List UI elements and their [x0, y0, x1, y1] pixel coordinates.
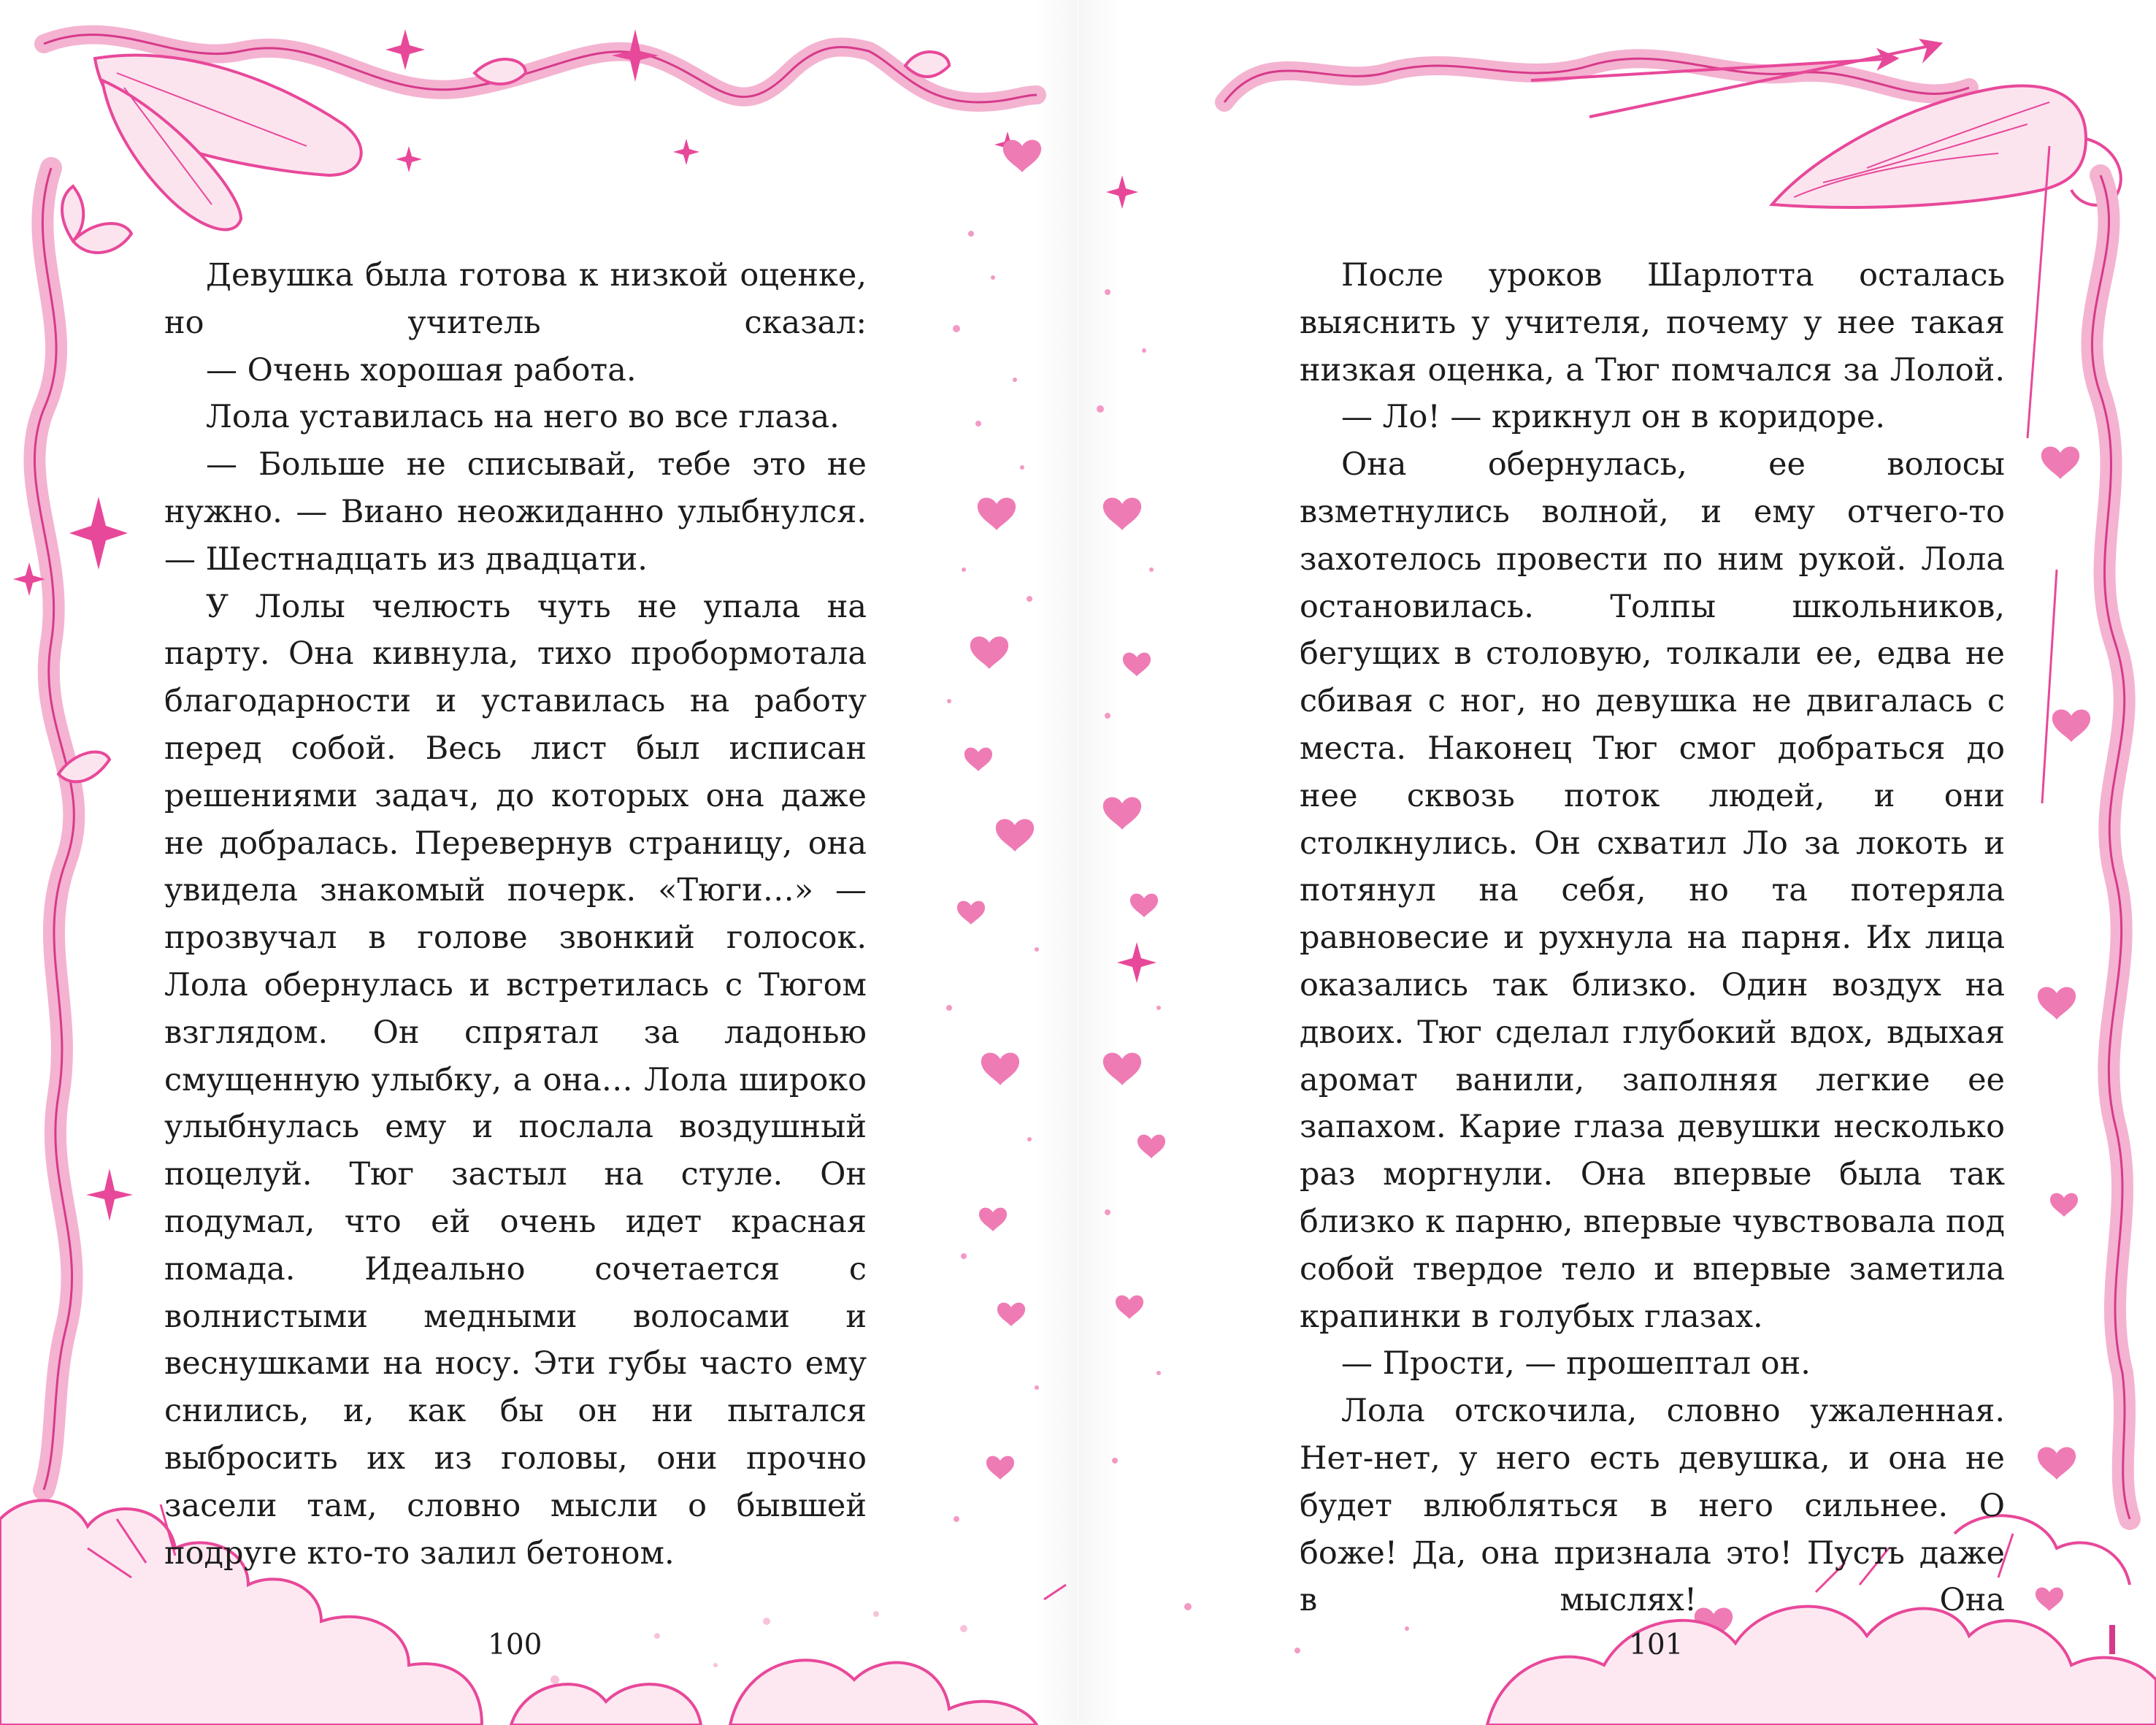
left-page-text — [164, 252, 867, 1577]
paragraph: — Больше не списывай, тебе это не нужно. — Виано неожиданно улыбнулся. — Шестнадцать из двадцати. — [164, 446, 867, 578]
bookmark-mark — [2109, 1625, 2115, 1654]
paragraph: У Лолы челюсть чуть не упала на парту. Она кивнула, тихо пробормотала благодарности и уставилась на работу перед собой. Весь лист был исписан решениями задач, до которых она даже не добралась. Перевернув страницу, она увидела знакомый почерк. «Тюги…» — прозвучал в голове звонкий голосок. Лола обернулась и встретилась с Тюгом взглядом. Он спрятал за ладонью смущенную улыбку, а она… Лола широко улыбнулась ему и послала воздушный поцелуй. Тюг застыл на стуле. Он подумал, что ей очень идет красная помада. Идеально сочетается с волнистыми медными волосами и веснушками на носу. Эти губы часто ему снились, и, как бы он ни пытался выбросить их из головы, они прочно засели там, словно мысли о бывшей подруге кто-то залил бетоном. — [164, 588, 867, 1572]
paragraph: Девушка была готова к низкой оценке, но учитель сказал: — [164, 257, 867, 341]
paragraph: Она обернулась, ее волосы взметнулись волной, и ему отчего-то захотелось провести по ним рукой. Лола остановилась. Толпы школьников, бегущих в столовую, толкали ее, едва не сбивая с ног, но девушка не двигалась с места. Наконец Тюг смог добраться до нее сквозь поток людей, и они столкнулись. Он схватил Ло за локоть и потянул на себя, но та потеряла равновесие и рухнула на парня. Их лица оказались так близко. Один воздух на двоих. Тюг сделал глубокий вдох, вдыхая аромат ванили, заполняя легкие ее запахом. Карие глаза девушки несколько раз моргнули. Она впервые была так близко к парню, впервые чувствовала под собой твердое тело и впервые заметила крапинки в голубых глазах. — [1300, 446, 2005, 1335]
heart-icons — [957, 139, 1041, 1480]
paragraph: Лола уставилась на него во все глаза. — [206, 399, 840, 436]
right-page-text — [1300, 252, 2005, 1624]
page-number: 101 — [1629, 1629, 1684, 1661]
right-page — [1078, 0, 2156, 1725]
paragraph: Лола отскочила, словно ужаленная. Нет-нет, у него есть девушка, и она не будет влюбляться в него сильнее. О боже! Да, она признала это! Пусть даже в мыслях! Она — [1300, 1393, 2005, 1619]
angel-wing-icon — [1772, 86, 2121, 207]
page-number: 100 — [488, 1629, 542, 1661]
paragraph: — Очень хорошая работа. — [206, 351, 637, 389]
fairy-wing-icon — [95, 56, 361, 230]
paragraph: После уроков Шарлотта осталась выяснить у учителя, почему у нее такая низкая оценка, а Тюг помчался за Лолой. — [1300, 257, 2005, 389]
paragraph: — Прости, — прошептал он. — [1341, 1345, 1811, 1382]
paragraph: — Ло! — крикнул он в коридоре. — [1341, 399, 1885, 436]
top-ribbon — [1224, 58, 1969, 102]
